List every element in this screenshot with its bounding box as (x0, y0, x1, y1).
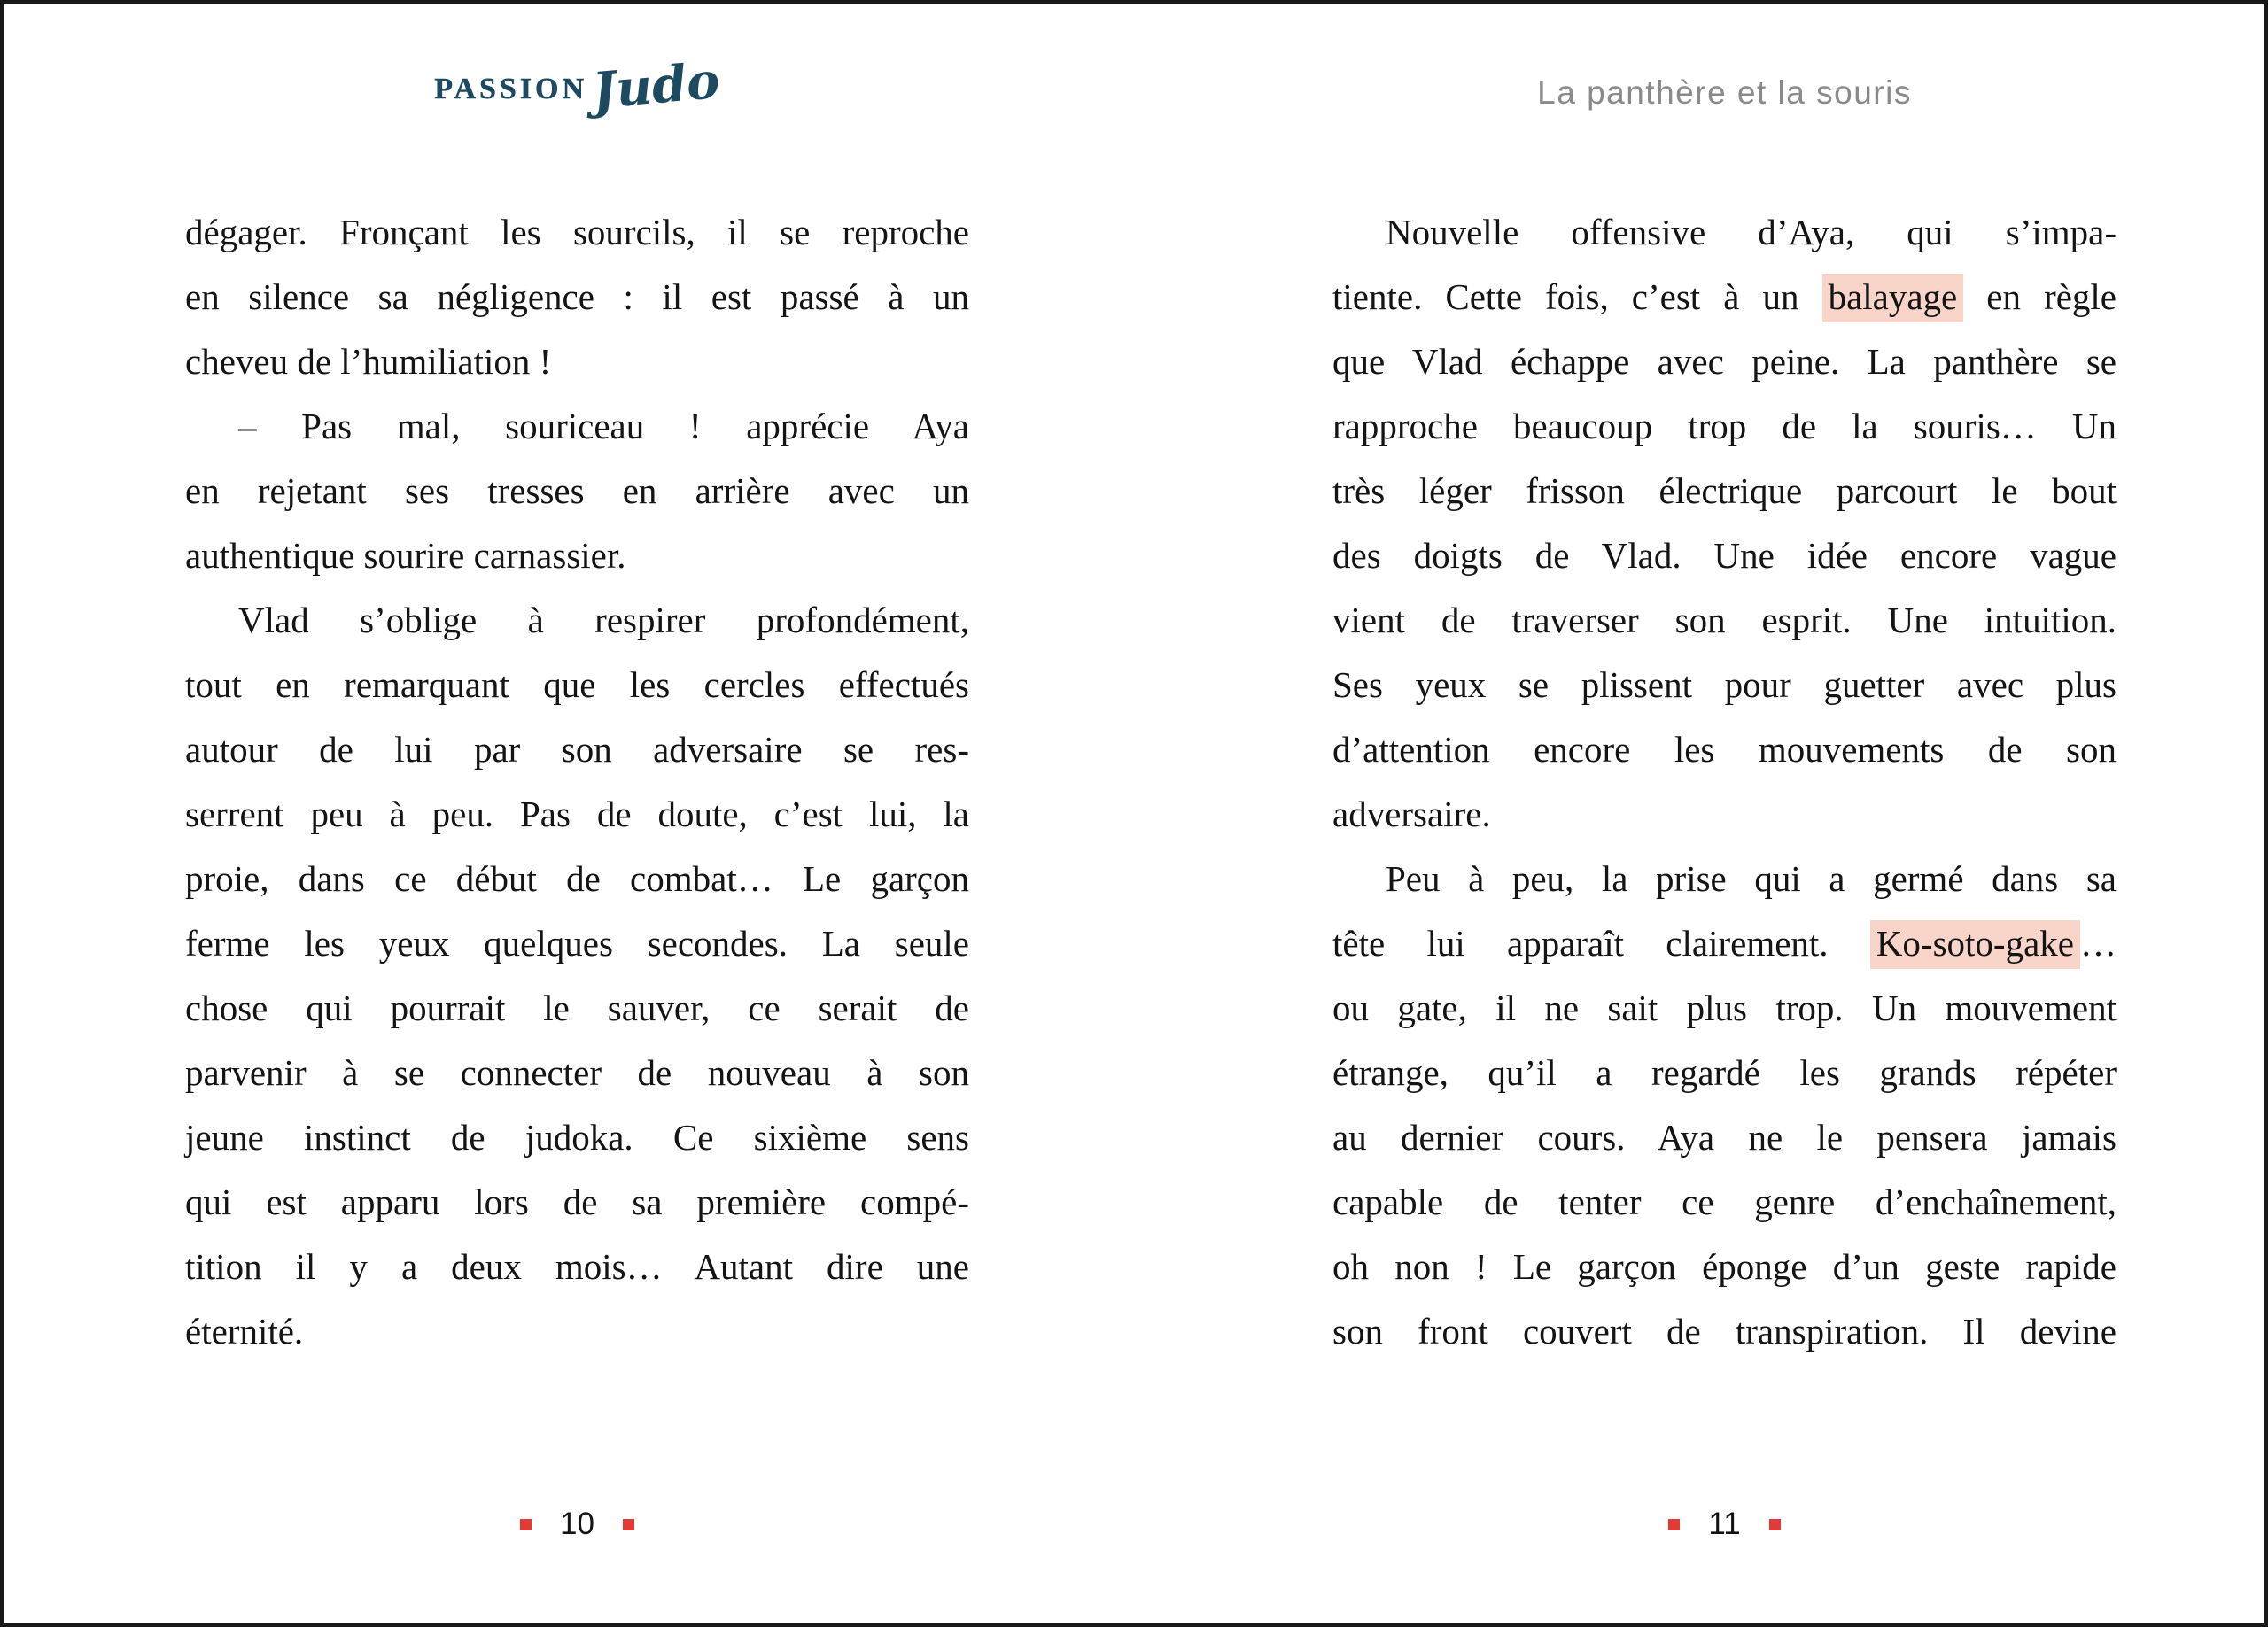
left-page-folio (185, 1504, 969, 1545)
text-line: jeune instinct de judoka. Ce sixième sens (185, 1117, 969, 1158)
text-line: authentique sourire carnassier. (185, 535, 626, 576)
text-line: des doigts de Vlad. Une idée encore vague (1332, 535, 2117, 576)
red-square-marker (1769, 1519, 1781, 1530)
text-line: parvenir à se connecter de nouveau à son (185, 1052, 969, 1093)
text-line: ferme les yeux quelques secondes. La seule (185, 923, 969, 964)
text-line: éternité. (185, 1311, 304, 1352)
page-number-left: 10 (560, 1507, 594, 1541)
red-square-marker (1668, 1519, 1680, 1530)
brand-logo-passion-text: PASSION (434, 73, 588, 105)
text-line: adversaire. (1332, 794, 1491, 834)
page-number-right: 11 (1708, 1507, 1741, 1541)
text-line: – Pas mal, souriceau ! apprécie Aya (238, 406, 969, 446)
running-title: La panthère et la souris (1537, 74, 1912, 111)
text-line: tête lui apparaît clairement. Ko-soto-gake … (1332, 911, 2117, 976)
text-line: Vlad s’oblige à respirer profondément, (238, 600, 969, 640)
text-line: vient de traverser son esprit. Une intuition. (1332, 600, 2117, 640)
text-line: tout en remarquant que les cercles effectués (185, 664, 969, 705)
text-line: cheveu de l’humiliation ! (185, 341, 552, 382)
text-line: tiente. Cette fois, c’est à un balayage en règle (1332, 265, 2117, 329)
red-square-marker (623, 1519, 634, 1530)
text-line: capable de tenter ce genre d’enchaînement, (1332, 1182, 2117, 1222)
text-line: d’attention encore les mouvements de son (1332, 729, 2117, 770)
text-line: Ses yeux se plissent pour guetter avec plus (1332, 664, 2117, 705)
text-line: Nouvelle offensive d’Aya, qui s’impa- (1386, 212, 2117, 252)
text-line: autour de lui par son adversaire se res- (185, 729, 969, 770)
brand-logo (185, 50, 969, 121)
text-line: chose qui pourrait le sauver, ce serait de (185, 988, 969, 1028)
text-line: son front couvert de transpiration. Il devine (1332, 1311, 2117, 1352)
text-line: serrent peu à peu. Pas de doute, c’est lui, la (185, 794, 969, 834)
text-line: Peu à peu, la prise qui a germé dans sa (1386, 858, 2117, 899)
text-line: étrange, qu’il a regardé les grands répéter (1332, 1052, 2117, 1093)
text-line: ou gate, il ne sait plus trop. Un mouvement (1332, 988, 2117, 1028)
text-line: rapproche beaucoup trop de la souris… Un (1332, 406, 2117, 446)
text-line: très léger frisson électrique parcourt le bout (1332, 470, 2117, 511)
text-line: en silence sa négligence : il est passé à un (185, 276, 969, 317)
text-line: qui est apparu lors de sa première compé- (185, 1182, 969, 1222)
brand-logo-judo-script: Judo (590, 50, 723, 121)
text-line: proie, dans ce début de combat… Le garçon (185, 858, 969, 899)
text-line: dégager. Fronçant les sourcils, il se reproche (185, 212, 969, 252)
text-line: en rejetant ses tresses en arrière avec un (185, 470, 969, 511)
right-page-text-column (1332, 200, 2117, 1364)
highlighted-judo-term: balayage (1822, 274, 1964, 322)
text-line: au dernier cours. Aya ne le pensera jamais (1332, 1117, 2117, 1158)
text-line: oh non ! Le garçon éponge d’un geste rapide (1332, 1246, 2117, 1287)
right-page-folio (1332, 1504, 2117, 1545)
red-square-marker (520, 1519, 532, 1530)
left-page-text-column (185, 200, 969, 1364)
highlighted-judo-term: Ko-soto-gake (1870, 920, 2080, 969)
text-line: que Vlad échappe avec peine. La panthère se (1332, 341, 2117, 382)
text-line: tition il y a deux mois… Autant dire une (185, 1246, 969, 1287)
